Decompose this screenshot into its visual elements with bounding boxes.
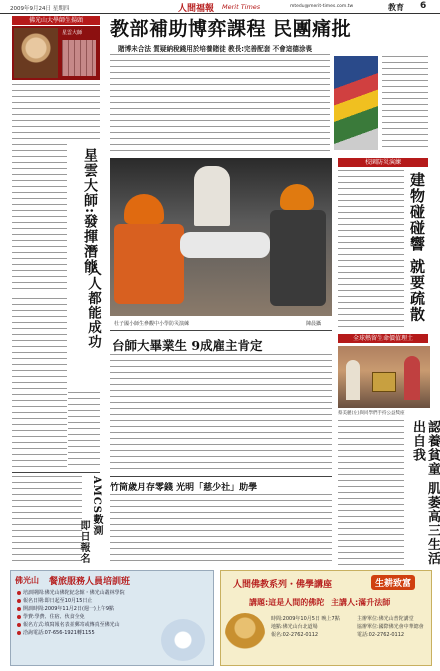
- ad-right-speaker: 主講人:滿升法師: [331, 598, 391, 607]
- masthead-logo: 人間福報: [178, 4, 215, 14]
- ad-right-topic: 講題:這是人間的佛陀: [249, 598, 325, 607]
- rescue-photo: [110, 158, 332, 316]
- section-name: 教育: [388, 3, 404, 12]
- issue-date: 2009年9月24日 星期四: [10, 6, 70, 12]
- main-headline: 教部補助博弈課程 民團痛批: [110, 18, 352, 40]
- main-right-photo: [334, 56, 378, 150]
- amcs-headline-a: AMCS數測: [91, 476, 102, 537]
- ad-left-item: 報名日期:即日起至10月15日止: [17, 597, 209, 605]
- main-side-text: [382, 56, 428, 150]
- main-subhead: 賭博未合法 質疑納稅錢用於培養賭徒 教長:完善配套 不會這德涂喪: [118, 45, 313, 53]
- amcs-divider: [12, 472, 100, 473]
- drill-headline: 建物碰碰響 就要疏散: [408, 172, 426, 323]
- star-headline-b-main: 人人都能成功: [85, 262, 101, 349]
- university-divider: [110, 330, 332, 331]
- ad-left-item: 培訓期間:佛光山佛陀紀念館・佛光山叢林學院: [17, 589, 209, 597]
- bamboo-body-text: [110, 494, 332, 566]
- rescuer-helmet-right: [280, 184, 314, 210]
- drill-body-text: [338, 170, 404, 330]
- rescuer-helmet-left: [124, 194, 164, 224]
- poverty-body-text: [338, 420, 404, 566]
- star-body-text-b: [12, 298, 67, 468]
- ad-right-details-right: 主辦單位:佛光山普陀講堂 協辦單位:國際佛光會中華總會 電話:02-2762-0112: [357, 616, 424, 638]
- bullet-icon: [17, 615, 21, 619]
- bystander: [194, 166, 230, 226]
- rescued-person: [180, 232, 270, 258]
- rescue-photo-credit: 陳晨攝: [306, 321, 322, 327]
- poverty-photo-caption: 蔡美麗(左)與同學們手持公益獎座: [338, 411, 405, 416]
- star-photo-frame: [12, 26, 100, 80]
- person-a: [346, 360, 360, 400]
- star-photo: [14, 28, 58, 78]
- ad-left-illustration: [161, 619, 205, 661]
- poverty-headline: 認養貧童 肌萎高三生活出自我: [410, 420, 440, 566]
- ad-right-badge: 生耕致富: [371, 575, 415, 590]
- star-body-text-top: [12, 84, 100, 140]
- rescuer-body-right: [270, 210, 326, 306]
- star-photo-caption: 星雲大師: [62, 30, 83, 36]
- university-body-text: [110, 354, 332, 472]
- amcs-body-text: [12, 476, 82, 566]
- poverty-kicker: 全球熱留生命價值理土: [338, 334, 428, 343]
- person-b: [404, 356, 420, 400]
- ad-left-brand: 佛光山: [15, 575, 39, 585]
- award-plaque: [372, 372, 396, 392]
- contact-email: mtedu@merit-times.com.tw: [290, 4, 354, 9]
- ad-right-title: 人間佛教系列・佛學講座: [233, 580, 333, 590]
- ad-right: [220, 570, 432, 666]
- star-body-text-a: [12, 144, 67, 294]
- drill-kicker: 校園防災演練: [338, 158, 428, 167]
- star-kicker: 佛光山大學師生揚頭: [12, 16, 100, 25]
- star-headline-a: 星雲大師:發揮潛能: [82, 148, 98, 275]
- ad-left: [10, 570, 214, 666]
- rescuer-body-left: [114, 224, 184, 304]
- poverty-photo: [338, 346, 430, 408]
- bullet-icon: [17, 591, 21, 595]
- amcs-headline-b: 即日報名: [78, 520, 89, 564]
- main-body-text: [110, 54, 330, 152]
- university-headline: 台師大畢業生 9成雇主肯定: [112, 338, 263, 353]
- bamboo-divider: [110, 476, 332, 477]
- ad-right-details-left: 時間:2009年10月5日 晚上7點 地點:佛光山台北道場 報名:02-2762-0112: [271, 616, 340, 638]
- ad-left-title: 餐旅服務人員培訓班: [49, 577, 131, 587]
- rescue-photo-caption: 杜子國小師生參觀中小學防災演練: [114, 321, 190, 327]
- ad-left-item: 報名方式:填寫報名表並郵寄或傳真至佛光山: [17, 621, 209, 629]
- ad-left-item: 學費:學費、住宿、伙食全免: [17, 613, 209, 621]
- bullet-icon: [17, 631, 21, 635]
- star-body-text-c: [68, 392, 100, 468]
- masthead-logo-en: Merit Times: [222, 3, 261, 11]
- ad-left-item: 洽詢電話:07-656-1921轉1155: [17, 629, 209, 637]
- ad-left-item: 開訓時間:2009年11月2日(週一)上午9點: [17, 605, 209, 613]
- bullet-icon: [17, 623, 21, 627]
- bamboo-headline: 竹筒歲月存零錢 光明「慈少社」助學: [110, 483, 258, 493]
- bullet-icon: [17, 607, 21, 611]
- ad-right-buddha: [225, 613, 265, 663]
- masthead: [0, 0, 440, 14]
- page-number: 6: [420, 1, 427, 11]
- bullet-icon: [17, 599, 21, 603]
- star-photo-text: [62, 40, 96, 76]
